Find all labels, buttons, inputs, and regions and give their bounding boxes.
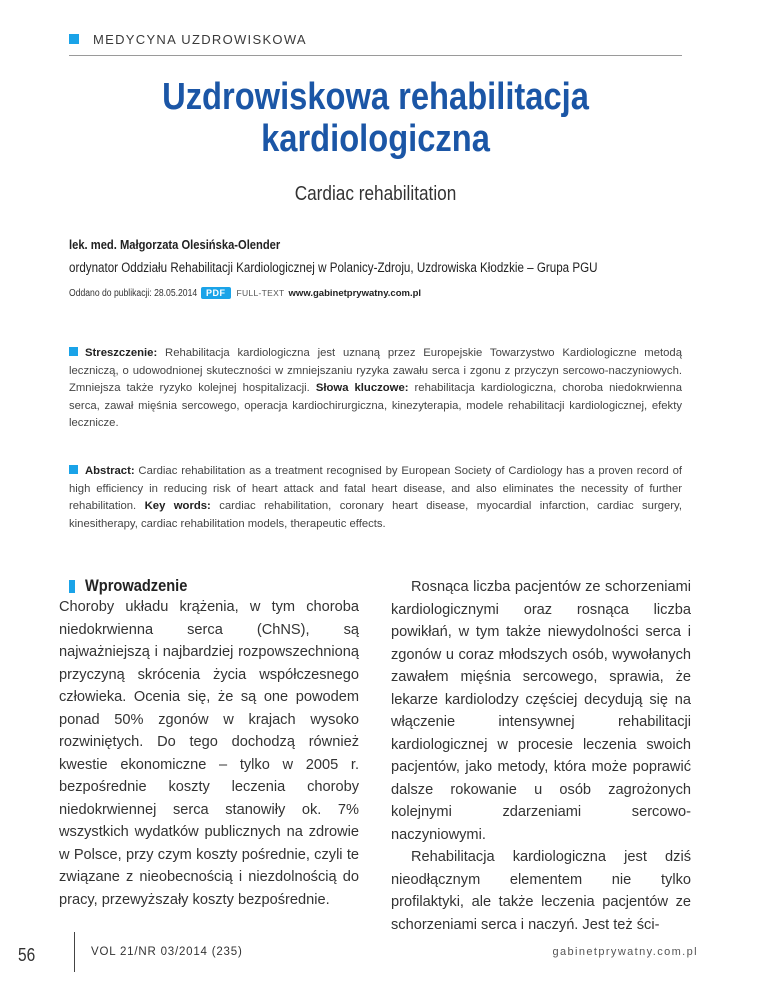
footer-website[interactable]: gabinetprywatny.com.pl <box>552 946 698 958</box>
abstract-square-icon <box>69 465 78 474</box>
paragraph: Rosnąca liczba pacjentów ze schorzeniami kardiologicznymi oraz rosnąca liczba powikłań, w tym także niewydolności serca i zgonów u coraz młodszych osób, wywołanych zawałem mięśnia sercowego, sprawia, że lekarze kardiolodzy częściej decydują się na włączenie intensywnej rehabilitacji kardiologicznej w procesie leczenia swoich pacjentów, jako metody, która może poprawić dalsze rokowanie u osób zagrożonych kolejnymi zdarzeniami sercowo-naczyniowymi. <box>391 579 691 843</box>
keywords-text: rehabilitacja kardiologiczna, choroba niedokrwienna serca, zawał mięśnia sercowego, operacja kardiochirurgiczna, kinezyterapia, modele rehabilitacji kardiologicznej, efekty lecznicze. <box>69 382 682 429</box>
summary-square-icon <box>69 347 78 356</box>
key-words-text: cardiac rehabilitation, coronary heart disease, myocardial infarction, cardiac surgery, kinesitherapy, cardiac rehabilitation models, therapeutic effects. <box>69 500 682 530</box>
summary-polish <box>69 345 682 433</box>
body-column-right <box>391 576 691 936</box>
fulltext-link[interactable]: www.gabinetprywatny.com.pl <box>288 287 422 299</box>
paragraph: Choroby układu krążenia, w tym choroba niedokrwienna serca (ChNS), są najważniejszą i najbardziej rozpowszechnioną przyczyną skrócenia życia współczesnego człowieka. Ocenia się, że są one powodem ponad 50% zgonów w krajach wysoko rozwiniętych. Do tego dochodzą również kwestie ekonomiczne – tylko w 2005 r. bezpośrednie koszty leczenia choroby niedokrwiennej serca stanowiły ok. 7% wszystkich wydatków publicznych na zdrowie w Polsce, przy czym koszty pośrednie, czyli te związane z nieobecnością i niezdolnością do pracy, przewyższały koszty bezpośrednie. <box>59 599 359 908</box>
journal-volume: VOL 21/NR 03/2014 (235) <box>91 946 243 958</box>
header-divider <box>69 55 682 56</box>
author-affiliation: ordynator Oddziału Rehabilitacji Kardiologicznej w Polanicy-Zdroju, Uzdrowiska Kłodzkie – Grupa PGU <box>69 260 598 275</box>
paragraph: Rehabilitacja kardiologiczna jest dziś nieodłącznym elementem nie tylko profilaktyki, ale także leczenia pacjentów ze schorzeniami serca i naczyń. Jest też ści- <box>391 849 691 933</box>
body-column-left <box>59 596 359 911</box>
footer-divider <box>74 932 75 972</box>
summary-label: Streszczenie: <box>85 347 158 359</box>
section-label: MEDYCYNA UZDROWISKOWA <box>93 31 307 47</box>
section-header <box>69 31 307 47</box>
key-words-label: Key words: <box>144 500 211 512</box>
abstract-english <box>69 463 682 533</box>
page-number: 56 <box>18 945 36 965</box>
author-name: lek. med. Małgorzata Olesińska-Olender <box>69 237 281 252</box>
abstract-text: Cardiac rehabilitation as a treatment recognised by European Society of Cardiology has a proven record of high efficiency in reducing risk of heart attack and fatal heart disease, and also eliminates the necessity of further rehabilitation. <box>69 465 682 512</box>
keywords-label: Słowa kluczowe: <box>315 382 409 394</box>
article-title-line-2: kardiologiczna <box>261 118 490 160</box>
article-subtitle: Cardiac rehabilitation <box>294 183 457 205</box>
abstract-label: Abstract: <box>85 465 135 477</box>
section-square-icon <box>69 34 79 44</box>
section-heading-row <box>69 576 204 596</box>
section-heading: Wprowadzenie <box>85 576 188 595</box>
pdf-badge[interactable]: PDF <box>201 287 231 299</box>
heading-bar-icon <box>69 580 75 593</box>
fulltext-label: FULL-TEXT <box>236 288 285 298</box>
article-title <box>112 76 639 160</box>
submission-date: Oddano do publikacji: 28.05.2014 <box>69 287 198 299</box>
article-title-line-1: Uzdrowiskowa rehabilitacja <box>162 76 589 118</box>
publication-meta <box>69 287 421 299</box>
summary-text: Rehabilitacja kardiologiczna jest uznaną przez Europejskie Towarzystwo Kardiologiczne metodą leczniczą, o udowodnionej skuteczności w zmniejszaniu ryzyka zawału serca i zgonu z przyczyn sercowo-naczyniowych. Zmniejsza także ryzyko kolejnej hospitalizacji. <box>69 347 682 394</box>
